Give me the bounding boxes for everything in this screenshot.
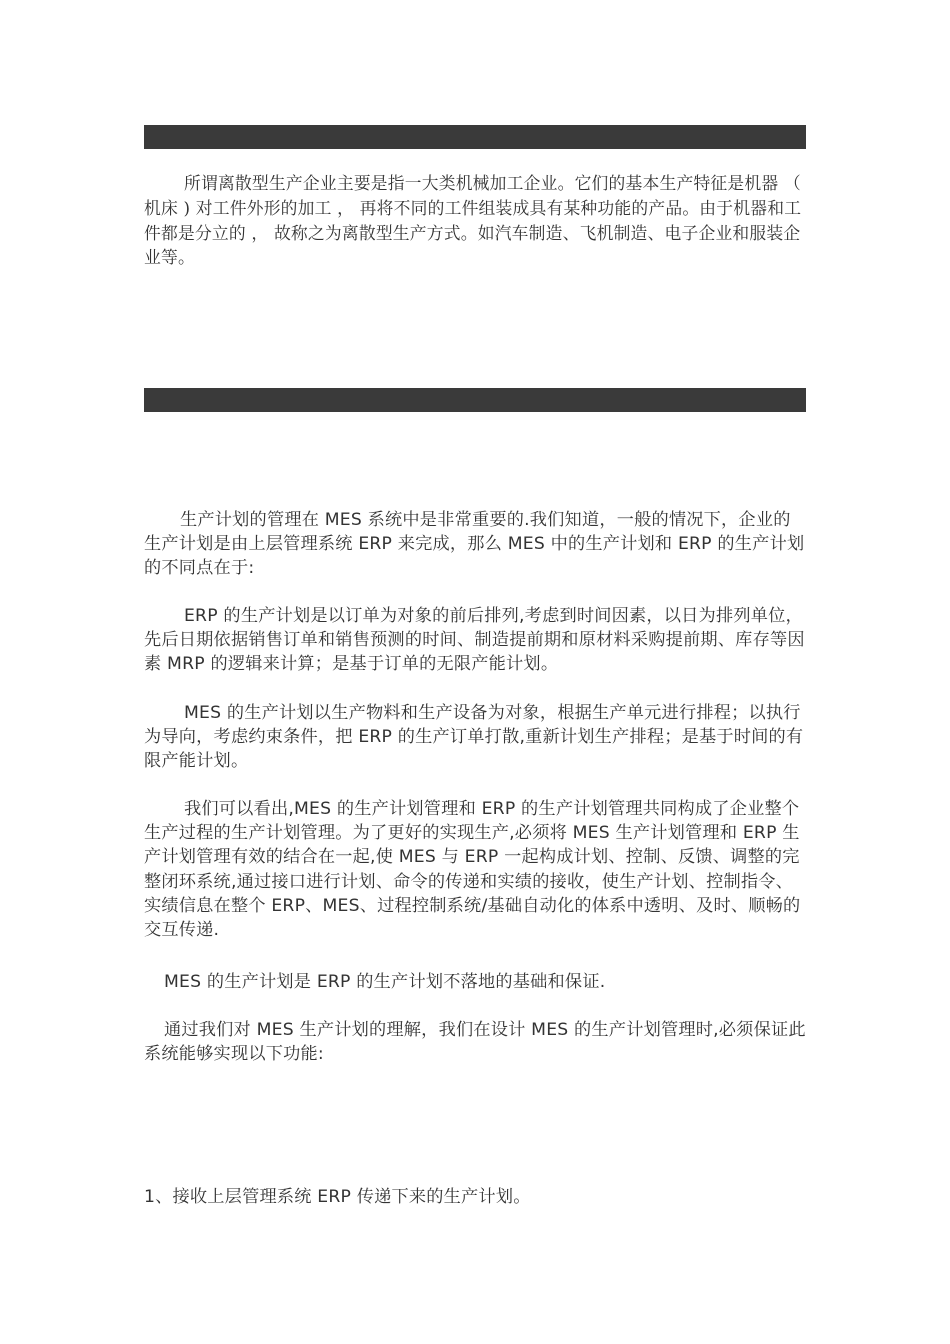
plan-paragraph-5: MES 的生产计划是 ERP 的生产计划不落地的基础和保证. [164,972,606,992]
plan-paragraph-3: MES 的生产计划以生产物料和生产设备为对象，根据生产单元进行排程；以执行为导向，考虑约束条件，把 ERP 的生产订单打散,重新计划生产排程；是基于时间的有限产能计划。 [144,703,804,772]
intro-paragraph: 所谓离散型生产企业主要是指一大类机械加工企业。它们的基本生产特征是机器 （ 机床 ) 对工件外形的加工 ， 再将不同的工件组装成具有某种功能的产品。由于机器和工件都是分立的 ， 故称之为离散型生产方式。如汽车制造、飞机制造、电子企业和服装企业等。 [144,173,802,268]
section-heading-bar-1 [144,125,806,149]
section-heading-bar-2 [144,388,806,412]
plan-paragraph-4: 我们可以看出,MES 的生产计划管理和 ERP 的生产计划管理共同构成了企业整个生产过程的生产计划管理。为了更好的实现生产,必须将 MES 生产计划管理和 ERP 生产计划管理有效的结合在一起,使 MES 与 ERP 一起构成计划、控制、反馈、调整的完整闭环系统,通过接口进行计划、命令的传递和实绩的接收，使生产计划、控制指令、实绩信息在整个 ERP、MES、过程控制系统/基础自动化的体系中透明、及时、顺畅的交互传递. [144,799,801,941]
plan-paragraph-6: 通过我们对 MES 生产计划的理解，我们在设计 MES 的生产计划管理时,必须保证此系统能够实现以下功能: [144,1020,806,1065]
plan-paragraph-2: ERP 的生产计划是以订单为对象的前后排列,考虑到时间因素，以日为排列单位，先后日期依据销售订单和销售预测的时间、制造提前期和原材料采购提前期、库存等因素 MRP 的逻辑来计算；是基于订单的无限产能计划。 [144,606,805,675]
plan-paragraph-1: 生产计划的管理在 MES 系统中是非常重要的.我们知道，一般的情况下，企业的生产计划是由上层管理系统 ERP 来完成，那么 MES 中的生产计划和 ERP 的生产计划的不同点在于: [144,510,805,579]
function-item-1: 1、接收上层管理系统 ERP 传递下来的生产计划。 [144,1187,531,1207]
